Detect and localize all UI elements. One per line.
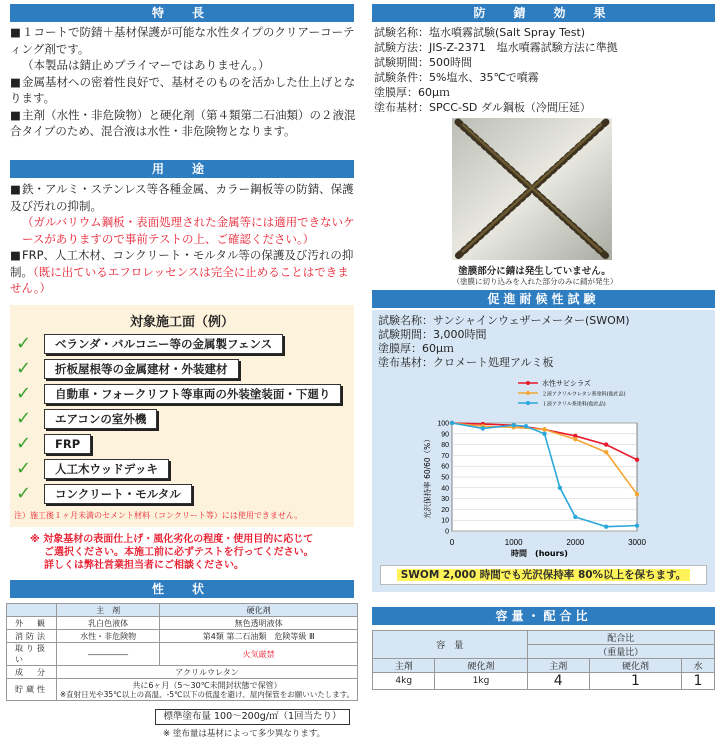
table-row: 主剤 硬化剤 主剤 硬化剤 水 [373, 659, 715, 673]
surface-item: ✓ ベランダ・バルコニー等の金属製フェンス [16, 333, 283, 355]
salt-caption-note: （塗膜に切り込みを入れた部分のみに錆が発生） [452, 277, 618, 286]
surfaces-title: 対象施工面（例） [129, 315, 234, 330]
x-tick-label: 2000 [566, 538, 585, 547]
capacity-table: 容 量 配合比 （重量比） 主剤 硬化剤 主剤 硬化剤 水 4kg 1kg 4 1 1 [372, 630, 715, 690]
data-point [542, 427, 546, 431]
surface-item: ✓ 折板屋根等の金属建材・外装建材 [16, 358, 239, 380]
weather-info: 試験名称：サンシャインウェザーメーター(SWOM) 試験期間：3,000時間 塗膜厚：60μｍ 塗布基材：クロメート処理アルミ板 [378, 314, 630, 369]
data-point [573, 437, 577, 441]
y-tick-label: 50 [441, 474, 449, 482]
properties-header: 性 状 [10, 580, 354, 598]
table-row: 外 観 乳白色液体 無色透明液体 [7, 617, 358, 630]
data-point [481, 426, 485, 430]
capacity-header: 容量・配合比 [372, 607, 715, 625]
weather-header: 促進耐候性試験 [372, 290, 715, 308]
surfaces-note: 注）施工後１ヶ月未満のセメント材料（コンクリート等）には使用できません。 [14, 511, 303, 520]
feature-item: ■金属基材への密着性良好で、基材そのものを活かした仕上げとなります。 [10, 74, 356, 105]
legend-marker [526, 391, 530, 395]
table-row: 成 分 アクリルウレタン [7, 666, 358, 679]
data-point [604, 450, 608, 454]
surface-item: ✓ 自動車・フォークリフト等車両の外装塗装面・下廻り [16, 383, 341, 405]
uses-header: 用 途 [10, 160, 354, 178]
feature-item: ■１コートで防錆＋基材保護が可能な水性タイプのクリアーコーティング剤です。 [10, 25, 355, 56]
legend-label: １液アクリル系塗料(他社品) [542, 401, 606, 408]
weather-banner: SWOM 2,000 時間でも光沢保持率 80%以上を保ちます。 [380, 565, 707, 585]
check-icon: ✓ [16, 358, 32, 379]
coverage-note: ※ 塗布量は基材によって多少異なります。 [163, 729, 326, 739]
x-tick-label: 1000 [504, 538, 523, 547]
table-row: 消防法 水性・非危険物 第4類 第二石油類 危険等級 Ⅲ [7, 630, 358, 643]
properties-table: 主 剤 硬化剤 外 観 乳白色液体 無色透明液体 消防法 水性・非危険物 第4類 第二石油類 危険等級 Ⅲ 取り扱い ――――― 火気厳禁 成 分 アクリルウレタン 貯蔵性 共に6ヶ月（5〜30℃未開封状態で保管） ※直射日光や35℃以上の高温、-5℃以下の低温を避け、屋内保管をお願いいたします。 [6, 603, 358, 701]
y-tick-label: 40 [441, 485, 449, 493]
features-header: 特 長 [10, 4, 354, 22]
coverage-box: 標準塗布量 100〜200g/㎡（1回当たり） [155, 709, 350, 725]
salt-info: 試験名称：塩水噴霧試験(Salt Spray Test) 試験方法：JIS-Z-2371 塩水噴霧試験方法に準拠 試験期間：500時間 試験条件：5%塩水、35℃で噴霧 塗膜厚：60μｍ 塗布基材：SPCC-SD ダル鋼板（冷間圧延） [374, 26, 618, 114]
table-row: 4kg 1kg 4 1 1 [373, 673, 715, 690]
data-point [604, 442, 608, 446]
y-tick-label: 10 [441, 517, 449, 525]
x-axis-label: 時間 (hours) [511, 549, 568, 558]
legend-label: ２液アクリルウレタン系塗料(他社品) [542, 391, 626, 398]
use-item: ■鉄・アルミ・ステンレス等各種金属、カラー鋼板等の防錆、保護及び汚れの抑制。 [10, 182, 354, 213]
uses-list [10, 181, 360, 297]
surface-item: ✓ 人工木ウッドデッキ [16, 458, 169, 480]
feature-item: ■主剤（水性・非危険物）と硬化剤（第４類第二石油類）の２液混合タイプのため、混合液は水性・非危険物となります。 [10, 107, 356, 138]
y-tick-label: 100 [437, 420, 449, 428]
data-point [635, 458, 639, 462]
data-point [635, 523, 639, 527]
y-tick-label: 80 [441, 442, 449, 450]
legend-label: 水性サビシラズ [542, 379, 591, 388]
salt-header: 防 錆 効 果 [372, 4, 715, 22]
data-point [604, 524, 608, 528]
use-item: ■FRP、人工木材、コンクリート・モルタル等の保護及び汚れの抑制。（既に出ているエフロレッセンスは完全に止めることはできません。） [10, 248, 354, 295]
table-row: 取り扱い ――――― 火気厳禁 [7, 643, 358, 666]
surface-item: ✓ FRP [16, 433, 91, 455]
data-point [558, 486, 562, 490]
caution-text: ※ 対象基材の表面仕上げ・風化劣化の程度・使用目的に応じて ご選択ください。本施工前に必ずテストを行ってください。 詳しくは弊社営業担当者にご相談ください。 [30, 534, 314, 571]
feature-note: （本製品は錆止めプライマーではありません。） [22, 58, 270, 72]
x-tick-label: 0 [449, 538, 455, 547]
y-tick-label: 90 [441, 431, 449, 439]
y-axis-label: 光沢保持率 60/60（%） [423, 435, 432, 519]
data-point [635, 492, 639, 496]
data-point [524, 424, 528, 428]
salt-caption: 塗膜部分に錆は発生していません。 [458, 266, 611, 277]
features-list [10, 24, 360, 140]
surface-item: ✓ エアコンの室外機 [16, 408, 157, 430]
check-icon: ✓ [16, 433, 32, 454]
salt-test-photo [452, 118, 612, 260]
check-icon: ✓ [16, 333, 32, 354]
surface-item: ✓ コンクリート・モルタル [16, 483, 192, 505]
data-point [511, 423, 515, 427]
use-note: （ガルバリウム鋼板・表面処理された金属等には適用できないケースがありますので事前テストの上、ご確認ください。） [22, 215, 355, 246]
y-tick-label: 60 [441, 463, 449, 471]
legend-marker [526, 381, 530, 385]
table-row: 貯蔵性 共に6ヶ月（5〜30℃未開封状態で保管） ※直射日光や35℃以上の高温、-5℃以下の低温を避け、屋内保管をお願いいたします。 [7, 679, 358, 701]
data-point [450, 421, 454, 425]
use-note: （既に出ているエフロレッセンスは完全に止めることはできません。） [10, 264, 349, 295]
legend-marker [526, 401, 530, 405]
check-icon: ✓ [16, 383, 32, 404]
y-tick-label: 0 [445, 528, 449, 536]
data-point [573, 515, 577, 519]
x-tick-label: 3000 [628, 538, 646, 547]
y-tick-label: 30 [441, 496, 449, 504]
data-point [542, 432, 546, 436]
y-tick-label: 20 [441, 506, 449, 514]
check-icon: ✓ [16, 458, 32, 479]
check-icon: ✓ [16, 408, 32, 429]
y-tick-label: 70 [441, 452, 449, 460]
gloss-retention-chart [400, 375, 700, 565]
check-icon: ✓ [16, 483, 32, 504]
